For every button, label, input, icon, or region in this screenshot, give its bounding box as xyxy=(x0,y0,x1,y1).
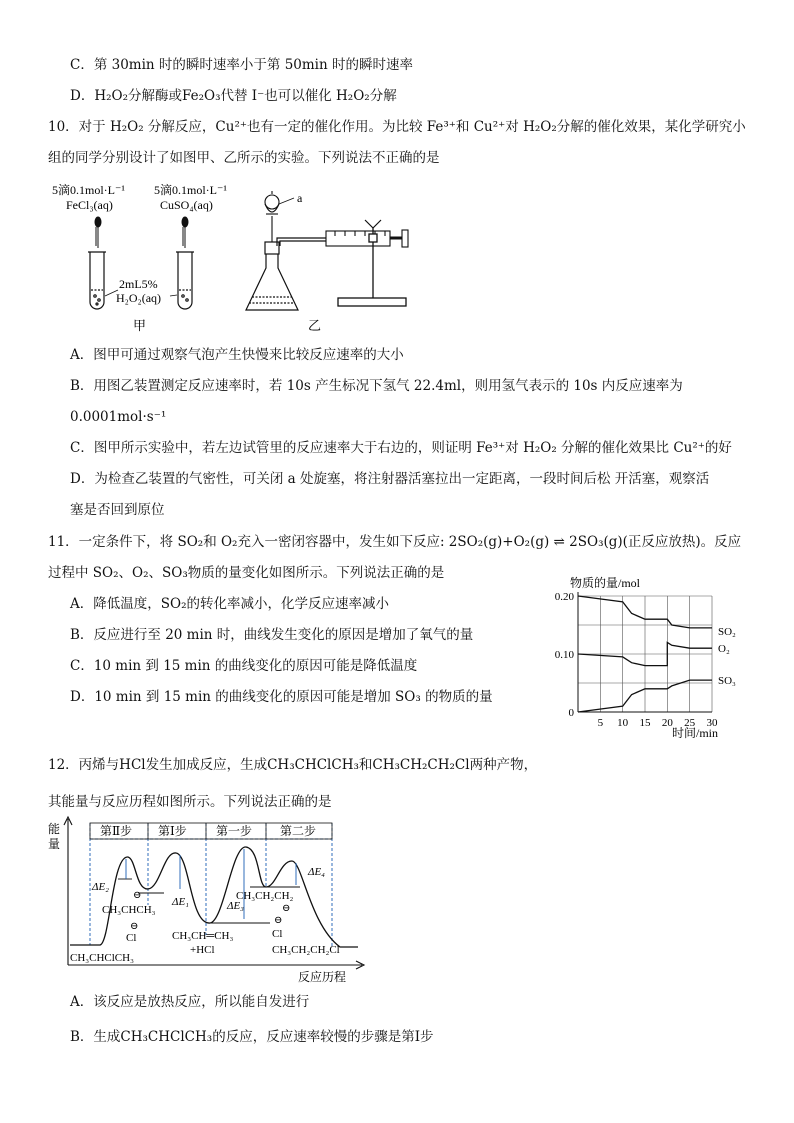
separatory-funnel xyxy=(265,191,279,242)
q11-stem-line2: 过程中 SO₂、O₂、SO₃物质的量变化如图所示。下列说法正确的是 xyxy=(48,565,445,581)
q10-option-b-line2: 0.0001mol·s⁻¹ xyxy=(70,409,167,425)
intermediate-right-label: CH₃CH₂CH₂ xyxy=(236,890,294,902)
anion-symbol-right: ⊖ xyxy=(274,915,283,926)
h2o2-label-line2: H₂O₂(aq) xyxy=(116,291,162,305)
x-tick-label: 15 xyxy=(639,717,651,729)
h2o2-label-line1: 2mL5% xyxy=(119,277,158,291)
q9-option-c: C．第 30min 时的瞬时速率小于第 50min 时的瞬时速率 xyxy=(70,57,413,73)
right-test-tube xyxy=(176,252,194,309)
q10-option-b-line1: B．用图乙装置测定反应速率时，若 10s 产生标况下氢气 22.4ml，则用氢气表示的 10s 内反应速率为 xyxy=(70,378,683,394)
right-dropper xyxy=(182,217,188,248)
chart-grid xyxy=(578,596,712,712)
q10-stem-line2: 组的同学分别设计了如图甲、乙所示的实验。下列说法不正确的是 xyxy=(48,150,440,166)
q11-option-c: C．10 min 到 15 min 的曲线变化的原因可能是降低温度 xyxy=(70,658,418,674)
q10-stem-line1: 10．对于 H₂O₂ 分解反应，Cu²⁺也有一定的催化作用。为比较 Fe³⁺和 Cu²⁺对 H₂O₂分解的催化效果，某化学研究小 xyxy=(48,119,746,135)
y-tick-label: 0 xyxy=(568,707,574,719)
fecl3-label-line2: FeCl₃(aq) xyxy=(66,198,113,212)
reaction-coordinate-label: 反应历程 xyxy=(298,970,347,984)
delta-e4-label: ΔE₄ xyxy=(308,866,325,878)
step-second-label: 第二步 xyxy=(280,824,317,838)
x-tick-label: 30 xyxy=(706,717,718,729)
q10-option-a: A．图甲可通过观察气泡产生快慢来比较反应速率的大小 xyxy=(70,347,404,363)
left-dropper xyxy=(95,217,101,248)
q11-stem-line1: 11．一定条件下，将 SO₂和 O₂充入一密闭容器中，发生如下反应: 2SO₂(g)+O₂(g) ⇌ 2SO₃(g)(正反应放热)。反应 xyxy=(48,534,742,550)
left-test-tube xyxy=(88,252,106,309)
delta-e2-label: ΔE₂ xyxy=(92,881,109,893)
step-1-label: 第Ⅰ步 xyxy=(158,824,187,838)
q10-option-d-line2: 塞是否回到原位 xyxy=(70,502,165,518)
x-tick-label: 5 xyxy=(597,717,604,729)
series-label-SO3: SO₃ xyxy=(718,675,736,688)
y-tick-label: 0.10 xyxy=(554,649,574,661)
cation-symbol-right: ⊖ xyxy=(282,903,291,914)
intermediate-left-label: CH₃CHCH₃ xyxy=(102,904,156,916)
anion-symbol-left: ⊖ xyxy=(130,921,139,932)
figure-jia-caption: 甲 xyxy=(133,318,147,333)
syringe xyxy=(326,220,408,247)
step-first-label: 第一步 xyxy=(216,824,253,838)
q11-option-d: D．10 min 到 15 min 的曲线变化的原因可能是增加 SO₃ 的物质的量 xyxy=(70,689,493,705)
reactant-label-line1: CH₃CH═CH₃ xyxy=(172,930,234,942)
stopcock-label-a: a xyxy=(297,191,303,205)
chloride-left-label: Cl xyxy=(126,932,137,944)
cuso4-label-line2: CuSO₄(aq) xyxy=(160,198,213,212)
q12-option-b: B．生成CH₃CHClCH₃的反应，反应速率较慢的步骤是第Ⅰ步 xyxy=(70,1029,434,1045)
q12-stem-line1: 12．丙烯与HCl发生加成反应，生成CH₃CHClCH₃和CH₃CH₂CH₂Cl两种产物， xyxy=(48,757,538,773)
q11-amount-vs-time-chart xyxy=(540,574,755,744)
x-tick-label: 20 xyxy=(661,717,673,729)
cuso4-label-line1: 5滴0.1mol·L⁻¹ xyxy=(154,183,227,197)
fecl3-label-line1: 5滴0.1mol·L⁻¹ xyxy=(52,183,125,197)
series-label-O2: O₂ xyxy=(718,643,730,656)
chart-x-axis-label: 时间/min xyxy=(672,726,719,740)
q12-stem-line2: 其能量与反应历程如图所示。下列说法正确的是 xyxy=(48,794,332,810)
x-tick-label: 10 xyxy=(617,717,629,729)
q10-apparatus-figure xyxy=(40,180,430,335)
q12-option-a: A．该反应是放热反应，所以能自发进行 xyxy=(70,994,310,1010)
series-label-SO2: SO₂ xyxy=(718,625,736,638)
q11-option-a: A．降低温度，SO₂的转化率减小，化学反应速率减小 xyxy=(70,596,389,612)
energy-axis-label-1: 能 xyxy=(48,822,61,836)
delta-e3-label: ΔE₃ xyxy=(227,900,244,912)
step-2-label: 第Ⅱ步 xyxy=(100,824,133,838)
cation-symbol-left: ⊖ xyxy=(133,890,142,901)
energy-axis-label-2: 量 xyxy=(48,837,61,851)
q10-option-d-line1: D．为检查乙装置的气密性，可关闭 a 处旋塞，将注射器活塞拉出一定距离，一段时间后松 开活塞，观察活 xyxy=(70,471,710,487)
figure-yi-caption: 乙 xyxy=(308,318,322,333)
chloride-right-label: Cl xyxy=(272,928,283,940)
q10-option-c: C．图甲所示实验中，若左边试管里的反应速率大于右边的，则证明 Fe³⁺对 H₂O₂ 分解的催化效果比 Cu²⁺的好 xyxy=(70,440,732,456)
y-tick-label: 0.20 xyxy=(554,591,574,603)
chart-ticks xyxy=(555,591,718,729)
product-left-label: CH₃CHClCH₃ xyxy=(70,952,134,964)
conical-flask xyxy=(246,242,298,310)
chart-y-axis-label: 物质的量/mol xyxy=(570,576,641,590)
q9-option-d: D．H₂O₂分解酶或Fe₂O₃代替 I⁻也可以催化 H₂O₂分解 xyxy=(70,88,397,104)
q11-option-b: B．反应进行至 20 min 时，曲线发生变化的原因是增加了氧气的量 xyxy=(70,627,474,643)
delivery-tube xyxy=(277,238,326,246)
product-right-label: CH₃CH₂CH₂Cl xyxy=(272,944,340,956)
delta-e1-label: ΔE₁ xyxy=(172,896,189,908)
q12-energy-profile-figure xyxy=(40,815,380,985)
x-tick-label: 25 xyxy=(684,717,696,729)
reactant-label-line2: +HCl xyxy=(190,944,215,956)
